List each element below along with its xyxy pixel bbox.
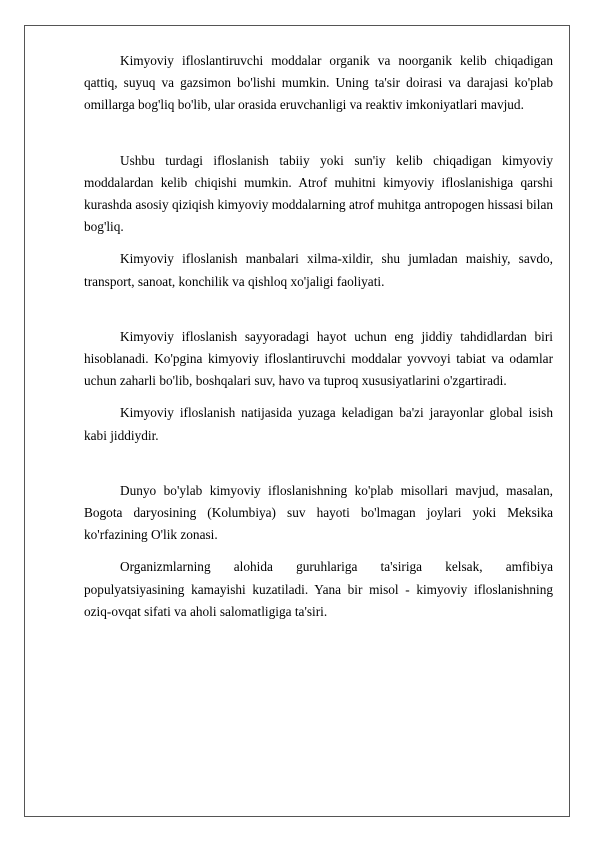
paragraph-1: Kimyoviy ifloslantiruvchi moddalar organik va noorganik kelib chiqadigan qattiq, suyuq va gazsimon bo'lishi mumkin. Uning ta'sir doirasi va darajasi ko'plab omillarga bog'liq bo'lib, ular orasida eruvchanligi va reaktiv imkoniyatlari mavjud. bbox=[84, 53, 553, 113]
paragraph-spacer bbox=[84, 546, 553, 556]
paragraph-spacer bbox=[84, 293, 553, 326]
paragraph-spacer bbox=[84, 392, 553, 402]
paragraph-7: Organizmlarning alohida guruhlariga ta'siriga kelsak, amfibiya populyatsiyasining kamayishi kuzatiladi. Yana bir misol - kimyoviy ifloslanishning oziq-ovqat sifati va aholi salomatligiga ta'siri. bbox=[84, 559, 553, 619]
paragraph-6: Dunyo bo'ylab kimyoviy ifloslanishning ko'plab misollari mavjud, masalan, Bogota daryosining (Kolumbiya) suv hayoti bo'lmagan joylari yoki Meksika ko'rfazining O'lik zonasi. bbox=[84, 482, 553, 543]
paragraph-spacer bbox=[84, 117, 553, 150]
paragraph-2: Ushbu turdagi ifloslanish tabiiy yoki sun'iy kelib chiqadigan kimyoviy moddalardan kelib chiqishi mumkin. Atrof muhitni kimyoviy ifloslanishiga qarshi kurashda asosiy qiziqish kimyoviy moddalarning atrof muhitga antropogen hissasi bilan bog'liq. bbox=[84, 152, 553, 235]
paragraph-spacer bbox=[84, 238, 553, 248]
document-body bbox=[84, 50, 553, 623]
paragraph-4: Kimyoviy ifloslanish sayyoradagi hayot uchun eng jiddiy tahdidlardan biri hisoblanadi. Ko'pgina kimyoviy ifloslantiruvchi moddalar yovvoyi tabiat va odamlar uchun zaharli bo'lib, boshqalari suv, havo va tuproq xususiyatlarini o'zgartiradi. bbox=[84, 328, 553, 389]
paragraph-spacer bbox=[84, 447, 553, 480]
paragraph-3: Kimyoviy ifloslanish manbalari xilma-xildir, shu jumladan maishiy, savdo, transport, sanoat, konchilik va qishloq xo'jaligi faoliyati. bbox=[84, 251, 553, 289]
paragraph-5: Kimyoviy ifloslanish natijasida yuzaga keladigan ba'zi jarayonlar global isish kabi jiddiydir. bbox=[84, 405, 553, 443]
